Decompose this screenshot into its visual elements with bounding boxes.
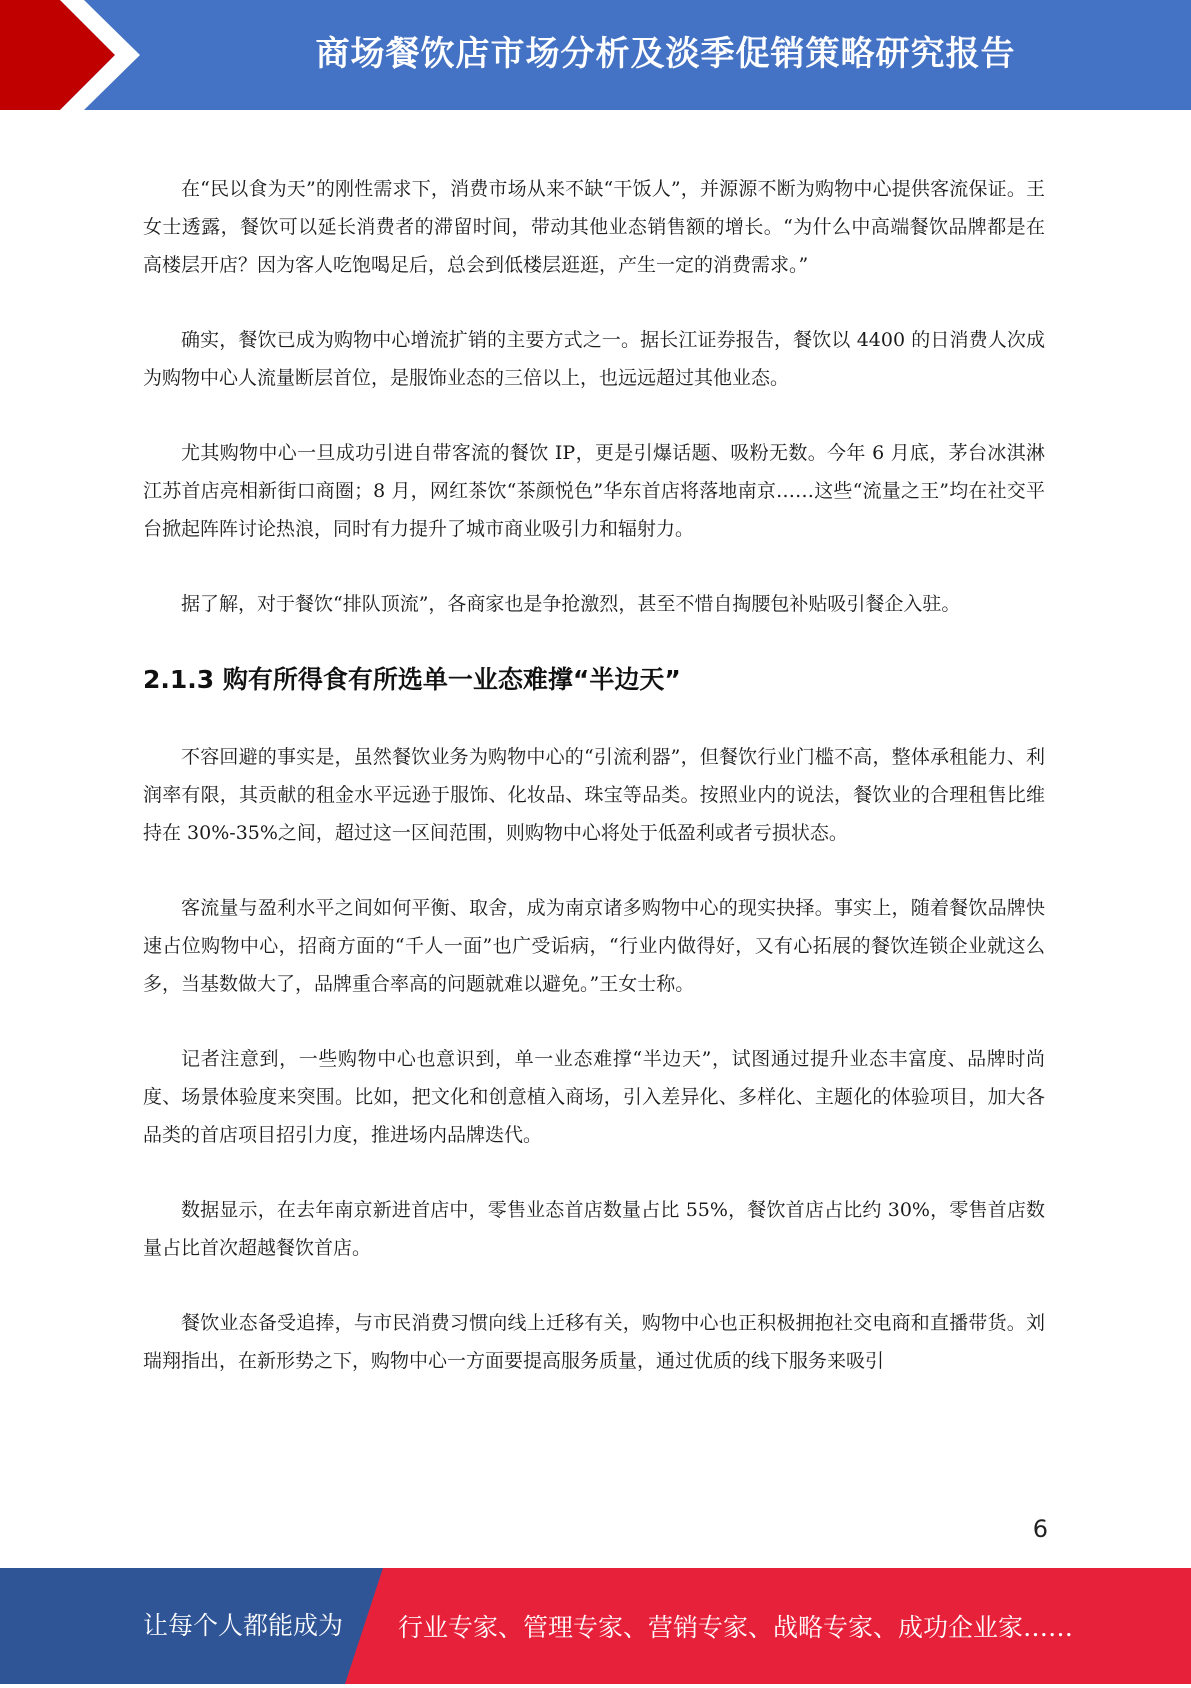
paragraph: 餐饮业态备受追捧，与市民消费习惯向线上迁移有关，购物中心也正积极拥抱社交电商和直播带货。刘瑞翔指出，在新形势之下，购物中心一方面要提高服务质量，通过优质的线下服务来吸引 — [143, 1312, 1045, 1372]
section-heading: 2.1.3 购有所得食有所选单一业态难撑“半边天” — [143, 665, 681, 694]
paragraph: 不容回避的事实是，虽然餐饮业务为购物中心的“引流利器”，但餐饮行业门槛不高，整体承租能力、利润率有限，其贡献的租金水平远逊于服饰、化妆品、珠宝等品类。按照业内的说法，餐饮业的合理租售比维持在 30%-35%之间，超过这一区间范围，则购物中心将处于低盈利或者亏损状态。 — [143, 746, 1045, 844]
footer-slogan-right: 行业专家、管理专家、营销专家、战略专家、成功企业家…… — [398, 1613, 1074, 1642]
page-header — [0, 0, 1191, 110]
paragraph: 确实，餐饮已成为购物中心增流扩销的主要方式之一。据长江证券报告，餐饮以 4400 的日消费人次成为购物中心人流量断层首位，是服饰业态的三倍以上，也远远超过其他业态。 — [143, 329, 1045, 389]
paragraph: 尤其购物中心一旦成功引进自带客流的餐饮 IP，更是引爆话题、吸粉无数。今年 6 月底，茅台冰淇淋江苏首店亮相新街口商圈；8 月，网红茶饮“茶颜悦色”华东首店将落地南京……这些“流量之王”均在社交平台掀起阵阵讨论热浪，同时有力提升了城市商业吸引力和辐射力。 — [143, 442, 1045, 540]
footer-slogan-left: 让每个人都能成为 — [143, 1611, 344, 1640]
page-footer — [0, 1568, 1191, 1684]
paragraph: 据了解，对于餐饮“排队顶流”，各商家也是争抢激烈，甚至不惜自掏腰包补贴吸引餐企入驻。 — [181, 593, 961, 615]
header-arrow-icon — [0, 0, 160, 110]
document-title: 商场餐饮店市场分析及淡季促销策略研究报告 — [315, 34, 1016, 74]
paragraph: 客流量与盈利水平之间如何平衡、取舍，成为南京诸多购物中心的现实抉择。事实上，随着餐饮品牌快速占位购物中心，招商方面的“千人一面”也广受诟病，“行业内做得好，又有心拓展的餐饮连锁企业就这么多，当基数做大了，品牌重合率高的问题就难以避免。”王女士称。 — [143, 897, 1045, 995]
document-body — [143, 170, 1045, 1417]
page-number: 6 — [1032, 1515, 1048, 1543]
paragraph: 在“民以食为天”的刚性需求下，消费市场从来不缺“干饭人”，并源源不断为购物中心提供客流保证。王女士透露，餐饮可以延长消费者的滞留时间，带动其他业态销售额的增长。“为什么中高端餐饮品牌都是在高楼层开店？因为客人吃饱喝足后，总会到低楼层逛逛，产生一定的消费需求。” — [143, 178, 1045, 276]
paragraph: 记者注意到，一些购物中心也意识到，单一业态难撑“半边天”，试图通过提升业态丰富度、品牌时尚度、场景体验度来突围。比如，把文化和创意植入商场，引入差异化、多样化、主题化的体验项目，加大各品类的首店项目招引力度，推进场内品牌迭代。 — [143, 1048, 1045, 1146]
paragraph: 数据显示，在去年南京新进首店中，零售业态首店数量占比 55%，餐饮首店占比约 30%，零售首店数量占比首次超越餐饮首店。 — [143, 1199, 1045, 1259]
